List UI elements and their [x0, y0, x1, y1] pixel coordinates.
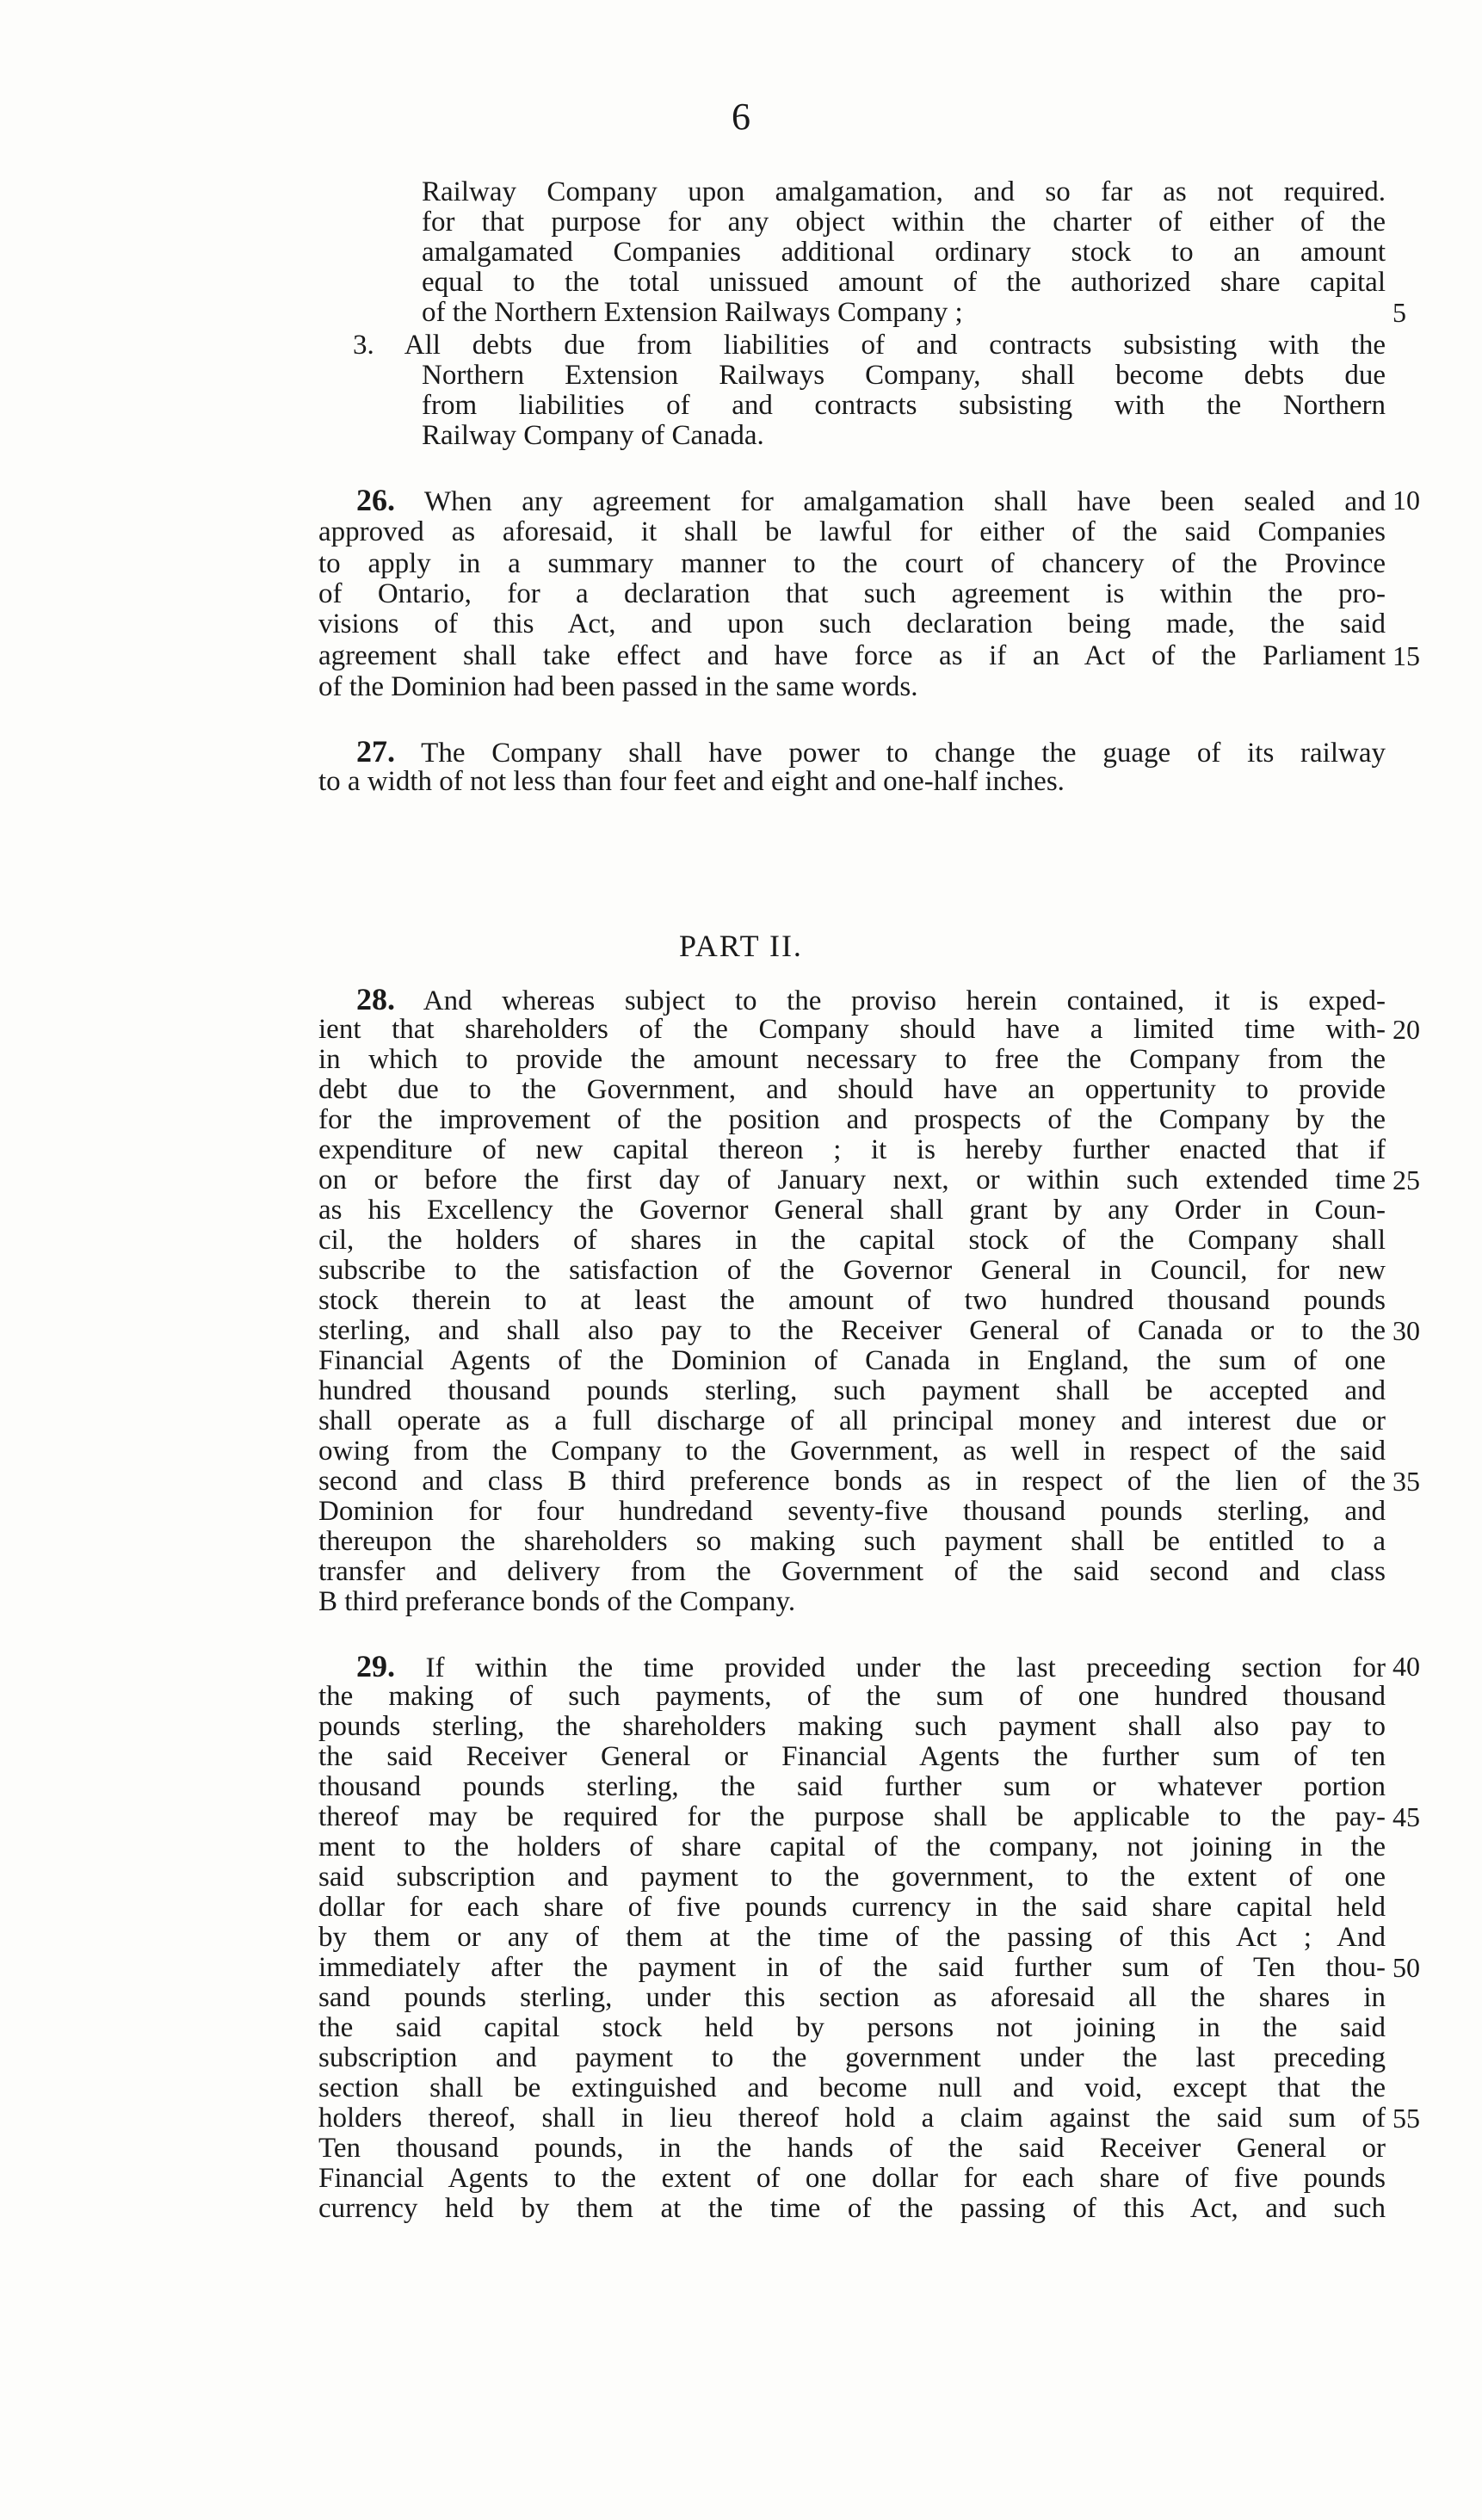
line-text: dollar for each share of five pounds currency in the said share capital held — [318, 1892, 1386, 1923]
page-number: 6 — [732, 96, 750, 138]
line-text: the making of such payments, of the sum of one hundred thousand — [318, 1681, 1386, 1712]
line-text: for the improvement of the position and prospects of the Company by the — [318, 1104, 1386, 1135]
text-line — [318, 1952, 1386, 1983]
text-line — [318, 1586, 1386, 1617]
section-number: 29. — [356, 1649, 395, 1683]
text-line — [422, 420, 1386, 451]
text-line — [318, 1711, 1386, 1742]
text-line — [318, 640, 1386, 671]
margin-line-number: 15 — [1392, 640, 1420, 671]
text-line — [318, 2042, 1386, 2073]
line-text: B third preferance bonds of the Company. — [318, 1586, 796, 1617]
margin-line-number: 50 — [1392, 1952, 1420, 1983]
line-text: The Company shall have power to change the guage of its railway — [395, 738, 1386, 769]
line-text: the said Receiver General or Financial Agents the further sum of ten — [318, 1741, 1386, 1772]
text-line — [318, 1315, 1386, 1346]
line-text: Ten thousand pounds, in the hands of the said Receiver General or — [318, 2133, 1386, 2164]
text-line — [318, 1681, 1386, 1712]
text-line — [318, 1255, 1386, 1286]
line-text: to a width of not less than four feet and eight and one-half inches. — [318, 766, 1065, 797]
line-text: subscription and payment to the government under the last preceding — [318, 2042, 1386, 2073]
line-text: expenditure of new capital thereon ; it is hereby further enacted that if — [318, 1134, 1386, 1165]
line-text: thousand pounds sterling, the said further sum or whatever portion — [318, 1771, 1386, 1802]
text-line — [318, 2103, 1386, 2134]
line-text: When any agreement for amalgamation shall have been sealed and — [395, 486, 1386, 517]
line-text: sand pounds sterling, under this section as aforesaid all the shares in — [318, 1982, 1386, 2013]
text-line — [318, 1526, 1386, 1557]
line-text: as his Excellency the Governor General shall grant by any Order in Coun- — [318, 1195, 1386, 1226]
text-line — [318, 1651, 1386, 1682]
line-text: of the Dominion had been passed in the same words. — [318, 671, 918, 702]
text-line — [318, 2133, 1386, 2164]
text-line — [318, 1862, 1386, 1893]
text-line — [422, 207, 1386, 238]
line-text: from liabilities of and contracts subsisting with the Northern — [422, 390, 1386, 421]
text-line — [318, 1014, 1386, 1045]
text-line — [318, 1831, 1386, 1862]
text-line — [318, 578, 1386, 609]
line-text: to apply in a summary manner to the court of chancery of the Province — [318, 548, 1386, 579]
line-text: shall operate as a full discharge of all principal money and interest due or — [318, 1405, 1386, 1436]
line-text: ment to the holders of share capital of the company, not joining in the — [318, 1831, 1386, 1862]
line-text: pounds sterling, the shareholders making such payment shall also pay to — [318, 1711, 1386, 1742]
line-text: approved as aforesaid, it shall be lawful for either of the said Companies — [318, 516, 1386, 547]
text-line — [318, 2193, 1386, 2224]
text-line — [318, 1134, 1386, 1165]
text-line — [318, 1801, 1386, 1832]
line-text: And whereas subject to the proviso herein contained, it is exped- — [395, 985, 1386, 1016]
line-text: If within the time provided under the last preceeding section for — [395, 1652, 1386, 1683]
text-line — [318, 1466, 1386, 1497]
text-line — [353, 330, 1386, 361]
line-text: on or before the first day of January next, or within such extended time — [318, 1164, 1386, 1195]
text-line — [318, 1771, 1386, 1802]
text-line — [318, 1892, 1386, 1923]
text-line — [422, 390, 1386, 421]
margin-line-number: 55 — [1392, 2103, 1420, 2134]
text-line — [318, 1982, 1386, 2013]
line-text: transfer and delivery from the Government of the said second and class — [318, 1556, 1386, 1587]
part-heading: PART II. — [679, 929, 803, 963]
text-line — [422, 297, 1386, 328]
line-text: in which to provide the amount necessary to free the Company from the — [318, 1044, 1386, 1075]
text-line — [318, 1741, 1386, 1772]
line-text: amalgamated Companies additional ordinary stock to an amount — [422, 237, 1386, 268]
text-line — [318, 2012, 1386, 2043]
line-text: visions of this Act, and upon such declaration being made, the said — [318, 608, 1386, 639]
line-text: Railway Company of Canada. — [422, 420, 764, 451]
text-line — [318, 1195, 1386, 1226]
line-text: holders thereof, shall in lieu thereof hold a claim against the said sum of — [318, 2103, 1386, 2134]
line-text: second and class B third preference bonds as in respect of the lien of the — [318, 1466, 1386, 1497]
line-text: the said capital stock held by persons not joining in the said — [318, 2012, 1386, 2043]
text-line — [422, 237, 1386, 268]
text-line — [318, 608, 1386, 639]
line-text: ient that shareholders of the Company should have a limited time with- — [318, 1014, 1386, 1045]
line-text: stock therein to at least the amount of two hundred thousand pounds — [318, 1285, 1386, 1316]
text-line — [318, 485, 1386, 516]
line-text: hundred thousand pounds sterling, such payment shall be accepted and — [318, 1375, 1386, 1406]
text-line — [318, 516, 1386, 547]
text-line — [318, 1496, 1386, 1527]
margin-line-number: 20 — [1392, 1014, 1420, 1045]
margin-line-number: 30 — [1392, 1315, 1420, 1346]
line-text: equal to the total unissued amount of the authorized share capital — [422, 267, 1386, 298]
line-text: thereof may be required for the purpose shall be applicable to the pay- — [318, 1801, 1386, 1832]
line-text: 3. All debts due from liabilities of and contracts subsisting with the — [353, 330, 1386, 361]
text-line — [422, 176, 1386, 207]
line-text: of Ontario, for a declaration that such agreement is within the pro- — [318, 578, 1386, 609]
text-line — [318, 1922, 1386, 1953]
line-text: Financial Agents of the Dominion of Canada in England, the sum of one — [318, 1345, 1386, 1376]
line-text: agreement shall take effect and have force as if an Act of the Parliament — [318, 640, 1386, 671]
line-text: Railway Company upon amalgamation, and so far as not required. — [422, 176, 1386, 207]
text-line — [422, 267, 1386, 298]
margin-line-number: 45 — [1392, 1801, 1420, 1832]
text-line — [318, 1556, 1386, 1587]
text-line — [318, 1436, 1386, 1467]
text-line — [318, 1104, 1386, 1135]
line-text: Northern Extension Railways Company, shall become debts due — [422, 360, 1386, 391]
text-line — [318, 1345, 1386, 1376]
line-text: of the Northern Extension Railways Company ; — [422, 297, 963, 328]
text-line — [318, 766, 1386, 797]
line-text: thereupon the shareholders so making such payment shall be entitled to a — [318, 1526, 1386, 1557]
line-text: subscribe to the satisfaction of the Governor General in Council, for new — [318, 1255, 1386, 1286]
section-number: 26. — [356, 483, 395, 517]
section-number: 28. — [356, 982, 395, 1016]
text-line — [318, 2163, 1386, 2194]
section-number: 27. — [356, 734, 395, 769]
margin-line-number: 35 — [1392, 1466, 1420, 1497]
text-line — [318, 1225, 1386, 1256]
text-line — [318, 1074, 1386, 1105]
line-text: currency held by them at the time of the passing of this Act, and such — [318, 2193, 1386, 2224]
line-text: said subscription and payment to the government, to the extent of one — [318, 1862, 1386, 1893]
line-text: for that purpose for any object within the charter of either of the — [422, 207, 1386, 238]
text-line — [318, 1164, 1386, 1195]
text-line — [422, 360, 1386, 391]
line-text: by them or any of them at the time of the passing of this Act ; And — [318, 1922, 1386, 1953]
text-line — [318, 2072, 1386, 2103]
text-line — [318, 984, 1386, 1015]
text-line — [318, 1285, 1386, 1316]
line-text: owing from the Company to the Government, as well in respect of the said — [318, 1436, 1386, 1467]
line-text: immediately after the payment in of the said further sum of Ten thou- — [318, 1952, 1386, 1983]
margin-line-number: 5 — [1392, 297, 1406, 328]
text-line — [318, 1375, 1386, 1406]
text-line — [318, 1044, 1386, 1075]
line-text: sterling, and shall also pay to the Receiver General of Canada or to the — [318, 1315, 1386, 1346]
margin-line-number: 40 — [1392, 1651, 1420, 1682]
line-text: Financial Agents to the extent of one dollar for each share of five pounds — [318, 2163, 1386, 2194]
line-text: Dominion for four hundredand seventy-five thousand pounds sterling, and — [318, 1496, 1386, 1527]
text-line — [318, 548, 1386, 579]
margin-line-number: 10 — [1392, 485, 1420, 516]
margin-line-number: 25 — [1392, 1164, 1420, 1195]
text-line — [318, 1405, 1386, 1436]
line-text: section shall be extinguished and become null and void, except that the — [318, 2072, 1386, 2103]
line-text: cil, the holders of shares in the capital stock of the Company shall — [318, 1225, 1386, 1256]
text-line — [318, 671, 1386, 702]
line-text: debt due to the Government, and should have an oppertunity to provide — [318, 1074, 1386, 1105]
text-line — [318, 736, 1386, 767]
